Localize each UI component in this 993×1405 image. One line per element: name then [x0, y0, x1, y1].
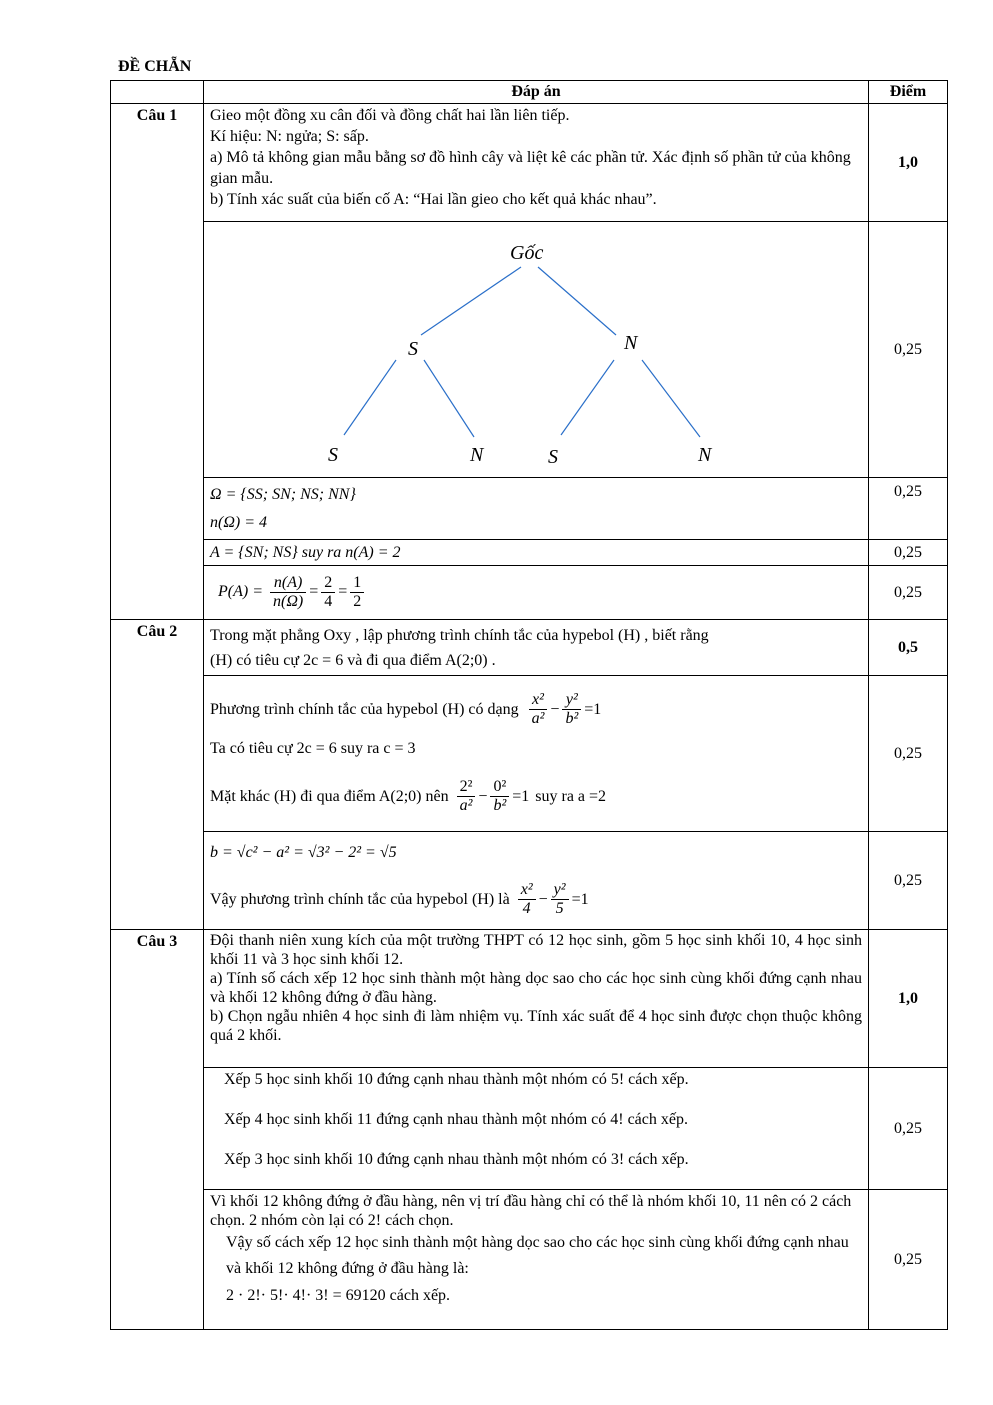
event-a: A = {SN; NS} suy ra n(A) = 2 [204, 540, 869, 566]
prob-fraction-2: $\frac{2}{4}$ [321, 574, 335, 611]
q1-score: 1,0 [869, 104, 948, 222]
exam-heading: ĐỀ CHẴN [118, 58, 192, 75]
point-substitution-text: Mặt khác (H) đi qua điểm A(2;0) nên [210, 787, 449, 805]
q1-event-score: 0,25 [869, 540, 948, 566]
b-value: b = √c² − a² = √3² − 2² = √5 [210, 843, 397, 861]
q1-label: Câu 1 [111, 104, 204, 620]
q1-line: Kí hiệu: N: ngửa; S: sấp. [210, 128, 369, 145]
q3-step1-line: Xếp 4 học sinh khối 11 đứng cạnh nhau thành một nhóm có 4! cách xếp. [224, 1111, 688, 1128]
q3-step1-row [111, 1068, 948, 1190]
q2-question [204, 620, 869, 676]
focal-length-line: Ta có tiêu cự 2c = 6 suy ra c = 3 [210, 739, 416, 757]
prob-fraction-1: $\frac{n(A)}{n(\Omega)}$ [270, 574, 306, 611]
q1-prob-row [111, 566, 948, 620]
tree-leaf-nn: N [698, 443, 712, 466]
hyperbola-result-text: Vậy phương trình chính tắc của hypebol (H) là [210, 890, 510, 908]
sample-space: Ω = {SS; SN; NS; NN} [210, 485, 356, 503]
tree-node-n: N [624, 331, 638, 354]
q3-line: b) Chọn ngẫu nhiên 4 học sinh đi làm nhiệm vụ. Tính xác suất để 4 học sinh được chọn thuộc không quá 2 khối. [210, 1008, 862, 1044]
q2-step1-row [111, 676, 948, 832]
probability-tree-diagram [216, 225, 856, 475]
q3-line: Đội thanh niên xung kích của một trường THPT có 12 học sinh, gồm 5 học sinh khối 10, 4 học sinh khối 11 và 3 học sinh khối 12. [210, 932, 862, 968]
hyperbola-form-text: Phương trình chính tắc của hypebol (H) có dạng [210, 700, 519, 718]
q2-step2-row [111, 832, 948, 930]
q2-step2-score: 0,25 [869, 832, 948, 930]
q3-step2-line: Vậy số cách xếp 12 học sinh thành một hàng dọc sao cho các học sinh cùng khối đứng cạnh nhau và khối 12 không đứng ở đầu hàng là: [226, 1234, 849, 1277]
probability-formula: P(A) = $\frac{n(A)}{n(\Omega)}$ = $\frac{2}{4}$ = $\frac{1}{2}$ [204, 566, 869, 620]
q1-line: Gieo một đồng xu cân đối và đồng chất hai lần liên tiếp. [210, 107, 570, 124]
q2-line: (H) có tiêu cự 2c = 6 và đi qua điểm A(2;0) . [210, 652, 496, 669]
q1-omega-row [111, 478, 948, 540]
q3-step2-row [111, 1190, 948, 1330]
q3-step1-line: Xếp 3 học sinh khối 10 đứng cạnh nhau thành một nhóm có 3! cách xếp. [224, 1151, 689, 1168]
hyperbola-form: Phương trình chính tắc của hypebol (H) có dạng $\frac{\text{x²}}{\text{a²}}$ − $\frac{\text{y²}}{\text{b²}}$ =1 [210, 691, 602, 727]
hyperbola-result: Vậy phương trình chính tắc của hypebol (H) là $\frac{\text{x²}}{4}$ − $\frac{\text{y²}}{5}$ =1 [210, 881, 589, 917]
q3-label: Câu 3 [111, 930, 204, 1330]
prob-fraction-3: $\frac{1}{2}$ [350, 574, 364, 611]
q3-question [204, 930, 869, 1068]
q1-line: a) Mô tả không gian mẫu bằng sơ đồ hình cây và liệt kê các phần tử. Xác định số phần tử của không gian mẫu. [210, 149, 851, 187]
q2-score: 0,5 [869, 620, 948, 676]
q3-step2-score: 0,25 [869, 1190, 948, 1330]
q3-step2-result: 2 · 2!· 5!· 4!· 3! = 69120 cách xếp. [226, 1287, 451, 1304]
prob-lhs: P(A) = [218, 583, 263, 601]
q1-question [204, 104, 869, 222]
q3-step1-line: Xếp 5 học sinh khối 10 đứng cạnh nhau thành một nhóm có 5! cách xếp. [224, 1071, 689, 1088]
q3-score: 1,0 [869, 930, 948, 1068]
q3-line: a) Tính số cách xếp 12 học sinh thành một hàng dọc sao cho các học sinh cùng khối đứng cạnh nhau và khối 12 không đứng ở đầu hàng. [210, 970, 862, 1006]
q2-label: Câu 2 [111, 620, 204, 930]
q2-step1-cell [204, 676, 869, 832]
q2-step2-cell [204, 832, 869, 930]
q1-row [111, 104, 948, 222]
q3-step1-cell [204, 1068, 869, 1190]
q1-tree-row [111, 222, 948, 478]
q2-line: Trong mặt phẳng Oxy , lập phương trình chính tắc của hypebol (H) , biết rằng [210, 627, 709, 644]
q3-step2-line: Vì khối 12 không đứng ở đầu hàng, nên vị trí đầu hàng chỉ có thể là nhóm khối 10, 11 nên có 2 cách chọn. 2 nhóm còn lại có 2! cách chọn. [210, 1193, 852, 1229]
q1-omega-cell [204, 478, 869, 540]
tree-leaf-ss: S [328, 443, 338, 466]
header-answer: Đáp án [204, 81, 869, 104]
tree-leaf-ns: S [548, 445, 558, 468]
q1-tree-cell [204, 222, 869, 478]
table-header-row [111, 81, 948, 104]
q2-row [111, 620, 948, 676]
tree-node-s: S [408, 337, 418, 360]
q1-line: b) Tính xác suất của biến cố A: “Hai lần gieo cho kết quả khác nhau”. [210, 191, 657, 208]
header-question [111, 81, 204, 104]
a-value: suy ra a =2 [535, 787, 607, 805]
answer-table [110, 80, 948, 1330]
q1-prob-score: 0,25 [869, 566, 948, 620]
q2-step1-score: 0,25 [869, 676, 948, 832]
q1-event-row [111, 540, 948, 566]
q3-row [111, 930, 948, 1068]
sample-space-size: n(Ω) = 4 [210, 513, 268, 531]
point-substitution: Mặt khác (H) đi qua điểm A(2;0) nên $\frac{\text{2²}}{\text{a²}}$ − $\frac{\text{0²}}{\text{b²}}$ =1 suy ra a =2 [210, 778, 607, 814]
q1-tree-score: 0,25 [869, 222, 948, 478]
q3-step1-score: 0,25 [869, 1068, 948, 1190]
tree-leaf-sn: N [470, 443, 484, 466]
q1-omega-score: 0,25 [869, 478, 948, 540]
header-score: Điểm [869, 81, 948, 104]
tree-root-label: Gốc [510, 241, 544, 264]
q3-step2-cell [204, 1190, 869, 1330]
